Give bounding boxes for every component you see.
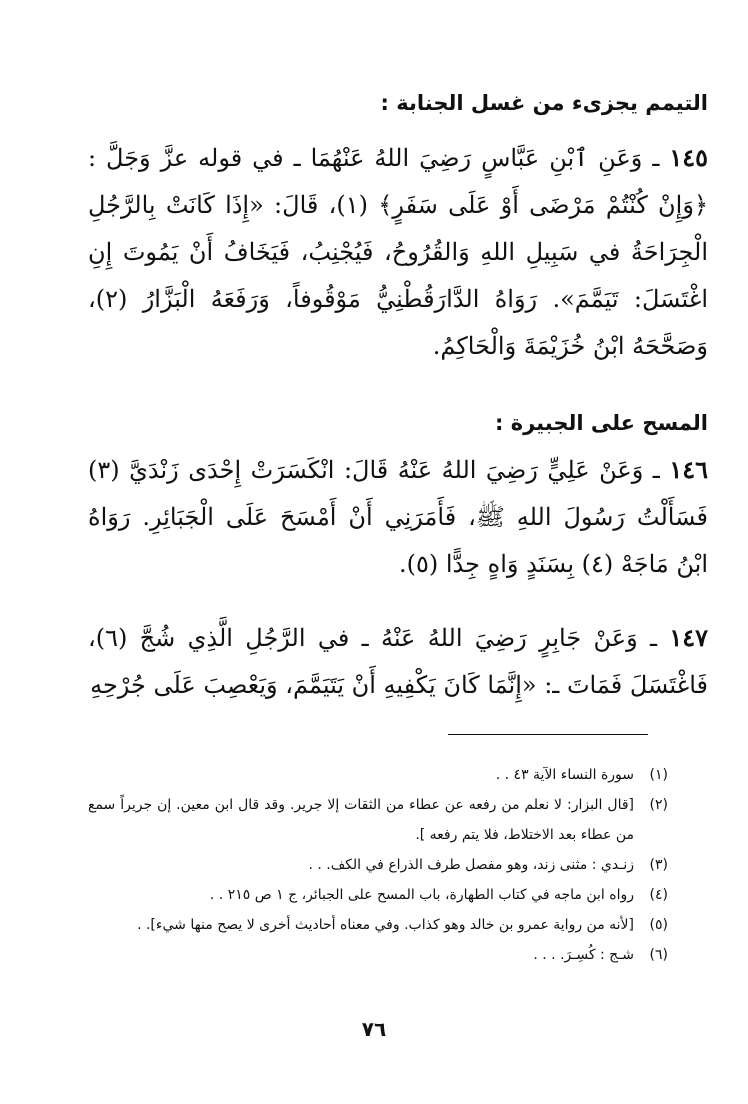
heading-text: المسح على الجبيرة : <box>495 411 708 435</box>
footnote-item <box>88 850 668 880</box>
footnote-text: سورة النساء الآية ٤٣ . . <box>495 767 634 783</box>
footnote-text: [قال البزار: لا نعلم من رفعه عن عطاء من الثقات إلا جرير. وقد قال ابن معين. إن جريراً سمع من عطاء بعد الاختلاط، فلا يتم رفعه ]. <box>88 797 634 843</box>
footnote-number: (٢) <box>649 797 668 813</box>
footnotes <box>88 760 668 970</box>
footnote-number: (١) <box>649 767 668 783</box>
hadith-145 <box>88 134 708 370</box>
page-number: ٧٦ <box>361 1017 387 1041</box>
hadith-number: ١٤٥ <box>669 143 708 172</box>
hadith-text: ـ وَعَنْ جَابِرٍ رَضِيَ اللهُ عَنْهُ ـ في الرَّجُلِ الَّذِي شُجَّ (٦)، فَاغْتَسَلَ فَمَاتَ ـ: «إِنَّمَا كَانَ يَكْفِيهِ أَنْ يَتَيَمَّمَ، وَيَعْصِبَ عَلَى جُرْحِهِ <box>88 624 708 699</box>
footnote-separator <box>448 734 648 735</box>
footnote-text: شـج : كُسِـرَ. . . . <box>533 947 634 963</box>
hadith-text: ـ وَعَنْ عَلِيٍّ رَضِيَ اللهُ عَنْهُ قَالَ: انْكَسَرَتْ إِحْدَى زَنْدَيَّ (٣) فَسَأَلْتُ رَسُولَ اللهِ ﷺ، فَأَمَرَنِي أَنْ أَمْسَحَ عَلَى الْجَبَائِرِ. رَوَاهُ ابْنُ مَاجَهْ (٤) بِسَنَدٍ وَاهٍ جِدًّا (٥). <box>88 456 708 578</box>
footnote-number: (٣) <box>649 857 668 873</box>
hadith-147 <box>88 614 708 709</box>
footnote-item <box>88 940 668 970</box>
footnote-item <box>88 760 668 790</box>
footnote-item <box>88 880 668 910</box>
footnote-number: (٥) <box>649 917 668 933</box>
section-heading-jabira <box>88 408 708 438</box>
hadith-text: ـ وَعَنِ ٱبْنِ عَبَّاسٍ رَضِيَ اللهُ عَنْهُمَا ـ في قوله عزَّ وَجَلَّ : ﴿وَإِنْ كُنْتُمْ مَرْضَى أَوْ عَلَى سَفَرٍ﴾ (١)، قَالَ: «إِذَا كَانَتْ بِالرَّجُلِ الْجِرَاحَةُ في سَبِيلِ اللهِ وَالقُرُوحُ، فَيُجْنِبُ، فَيَخَافُ أَنْ يَمُوتَ إِنِ اغْتَسَلَ: تَيَمَّمَ». رَوَاهُ الدَّارَقُطْنِيُّ مَوْقُوفاً، وَرَفَعَهُ الْبَزَّارُ (٢)، وَصَحَّحَهُ ابْنُ خُزَيْمَةَ وَالْحَاكِمُ. <box>88 144 709 360</box>
section-heading-tayammum <box>88 88 708 118</box>
footnote-number: (٦) <box>649 947 668 963</box>
footnote-item <box>88 790 668 850</box>
footnote-item <box>88 910 668 940</box>
footnote-text: [لأنه من رواية عمرو بن خالد وهو كذاب. وفي معناه أحاديث أخرى لا يصح منها شيء]. . <box>137 917 634 933</box>
hadith-number: ١٤٦ <box>669 455 708 484</box>
hadith-146 <box>88 446 708 588</box>
footnote-text: رواه ابن ماجه في كتاب الطهارة، باب المسح على الجبائر، ج ١ ص ٢١٥ . . <box>209 887 634 903</box>
hadith-number: ١٤٧ <box>669 623 708 652</box>
heading-text: التيمم يجزىء من غسل الجنابة : <box>380 91 708 115</box>
footnote-number: (٤) <box>649 887 668 903</box>
footnote-text: زنـدي : مثنى زند، وهو مفصل طرف الذراع في الكف. . . <box>308 857 634 873</box>
